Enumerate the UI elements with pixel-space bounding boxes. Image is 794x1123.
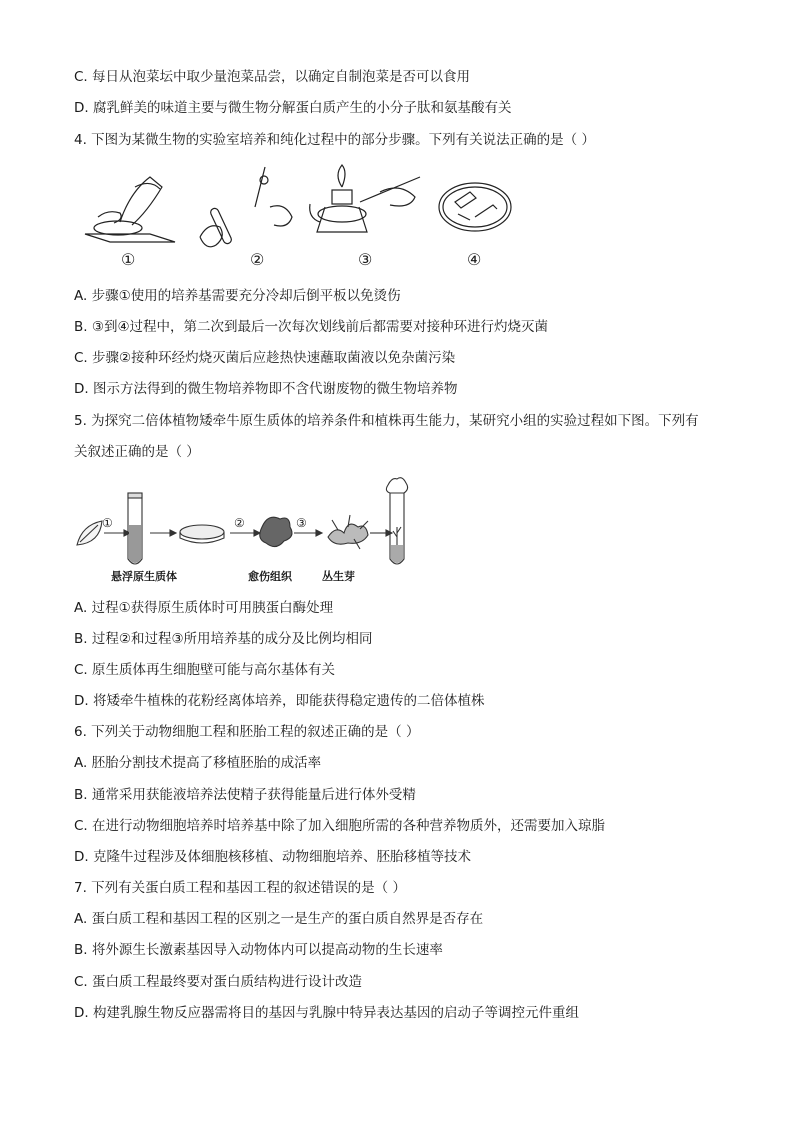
q7-option-a: A. 蛋白质工程和基因工程的区别之一是生产的蛋白质自然界是否存在	[74, 911, 484, 927]
q6-option-c: C. 在进行动物细胞培养时培养基中除了加入细胞所需的各种营养物质外，还需要加入琼脂	[74, 818, 606, 834]
step-label-1: ①	[102, 516, 113, 530]
q6-option-a: A. 胚胎分割技术提高了移植胚胎的成活率	[74, 755, 322, 771]
q6-option-b: B. 通常采用获能液培养法使精子获得能量后进行体外受精	[74, 787, 416, 803]
step-label-3: ③	[296, 516, 307, 530]
q7-option-b: B. 将外源生长激素基因导入动物体内可以提高动物的生长速率	[74, 942, 443, 958]
q5-option-d: D. 将矮牵牛植株的花粉经离体培养，即能获得稳定遗传的二倍体植株	[74, 693, 485, 709]
caption-shoots: 丛生芽	[322, 570, 355, 583]
q5-stem-line2: 关叙述正确的是（ ）	[74, 444, 200, 460]
shoots-icon	[328, 515, 368, 549]
flame-streaking-illustration	[310, 165, 420, 232]
q6-stem: 6. 下列关于动物细胞工程和胚胎工程的叙述正确的是（ ）	[74, 724, 420, 740]
q4-option-c: C. 步骤②接种环经灼烧灭菌后应趁热快速蘸取菌液以免杂菌污染	[74, 350, 456, 366]
caption-callus: 愈伤组织	[248, 570, 292, 583]
petri-dish-icon	[180, 525, 224, 543]
q7-option-d: D. 构建乳腺生物反应器需将目的基因与乳腺中特异表达基因的启动子等调控元件重组	[74, 1005, 579, 1021]
step-label-2: ②	[234, 516, 245, 530]
leaf-icon	[77, 521, 102, 545]
q4-stem: 4. 下图为某微生物的实验室培养和纯化过程中的部分步骤。下列有关说法正确的是（ ）	[74, 132, 595, 148]
loop-and-tube-illustration	[200, 167, 292, 247]
q5-option-a: A. 过程①获得原生质体时可用胰蛋白酶处理	[74, 600, 334, 616]
q7-option-c: C. 蛋白质工程最终要对蛋白质结构进行设计改造	[74, 974, 363, 990]
streaked-plate-illustration	[439, 183, 511, 231]
caption-protoplast: 悬浮原生质体	[111, 570, 177, 583]
fig-label-4: ④	[467, 250, 482, 269]
test-tube-icon	[128, 493, 142, 564]
q5-figure	[72, 475, 422, 570]
q4-figure	[80, 162, 520, 272]
fig-label-3: ③	[358, 250, 373, 269]
q4-option-b: B. ③到④过程中，第二次到最后一次每次划线前后都需要对接种环进行灼烧灭菌	[74, 319, 549, 335]
q7-stem: 7. 下列有关蛋白质工程和基因工程的叙述错误的是（ ）	[74, 880, 406, 896]
fig-label-2: ②	[250, 250, 265, 269]
fig-label-1: ①	[121, 250, 136, 269]
callus-icon	[260, 517, 292, 546]
q4-option-d: D. 图示方法得到的微生物培养物即不含代谢废物的微生物培养物	[74, 381, 458, 397]
pour-plate-illustration	[85, 177, 175, 242]
plantlet-tube-icon	[386, 478, 407, 564]
q6-option-d: D. 克隆牛过程涉及体细胞核移植、动物细胞培养、胚胎移植等技术	[74, 849, 471, 865]
q5-option-b: B. 过程②和过程③所用培养基的成分及比例均相同	[74, 631, 373, 647]
q5-option-c: C. 原生质体再生细胞壁可能与高尔基体有关	[74, 662, 336, 678]
q5-stem-line1: 5. 为探究二倍体植物矮牵牛原生质体的培养条件和植株再生能力，某研究小组的实验过程如下图。下列有	[74, 413, 699, 429]
q3-option-c: C. 每日从泡菜坛中取少量泡菜品尝，以确定自制泡菜是否可以食用	[74, 69, 471, 85]
q4-option-a: A. 步骤①使用的培养基需要充分冷却后倒平板以免烫伤	[74, 288, 401, 304]
q3-option-d: D. 腐乳鲜美的味道主要与微生物分解蛋白质产生的小分子肽和氨基酸有关	[74, 100, 512, 116]
